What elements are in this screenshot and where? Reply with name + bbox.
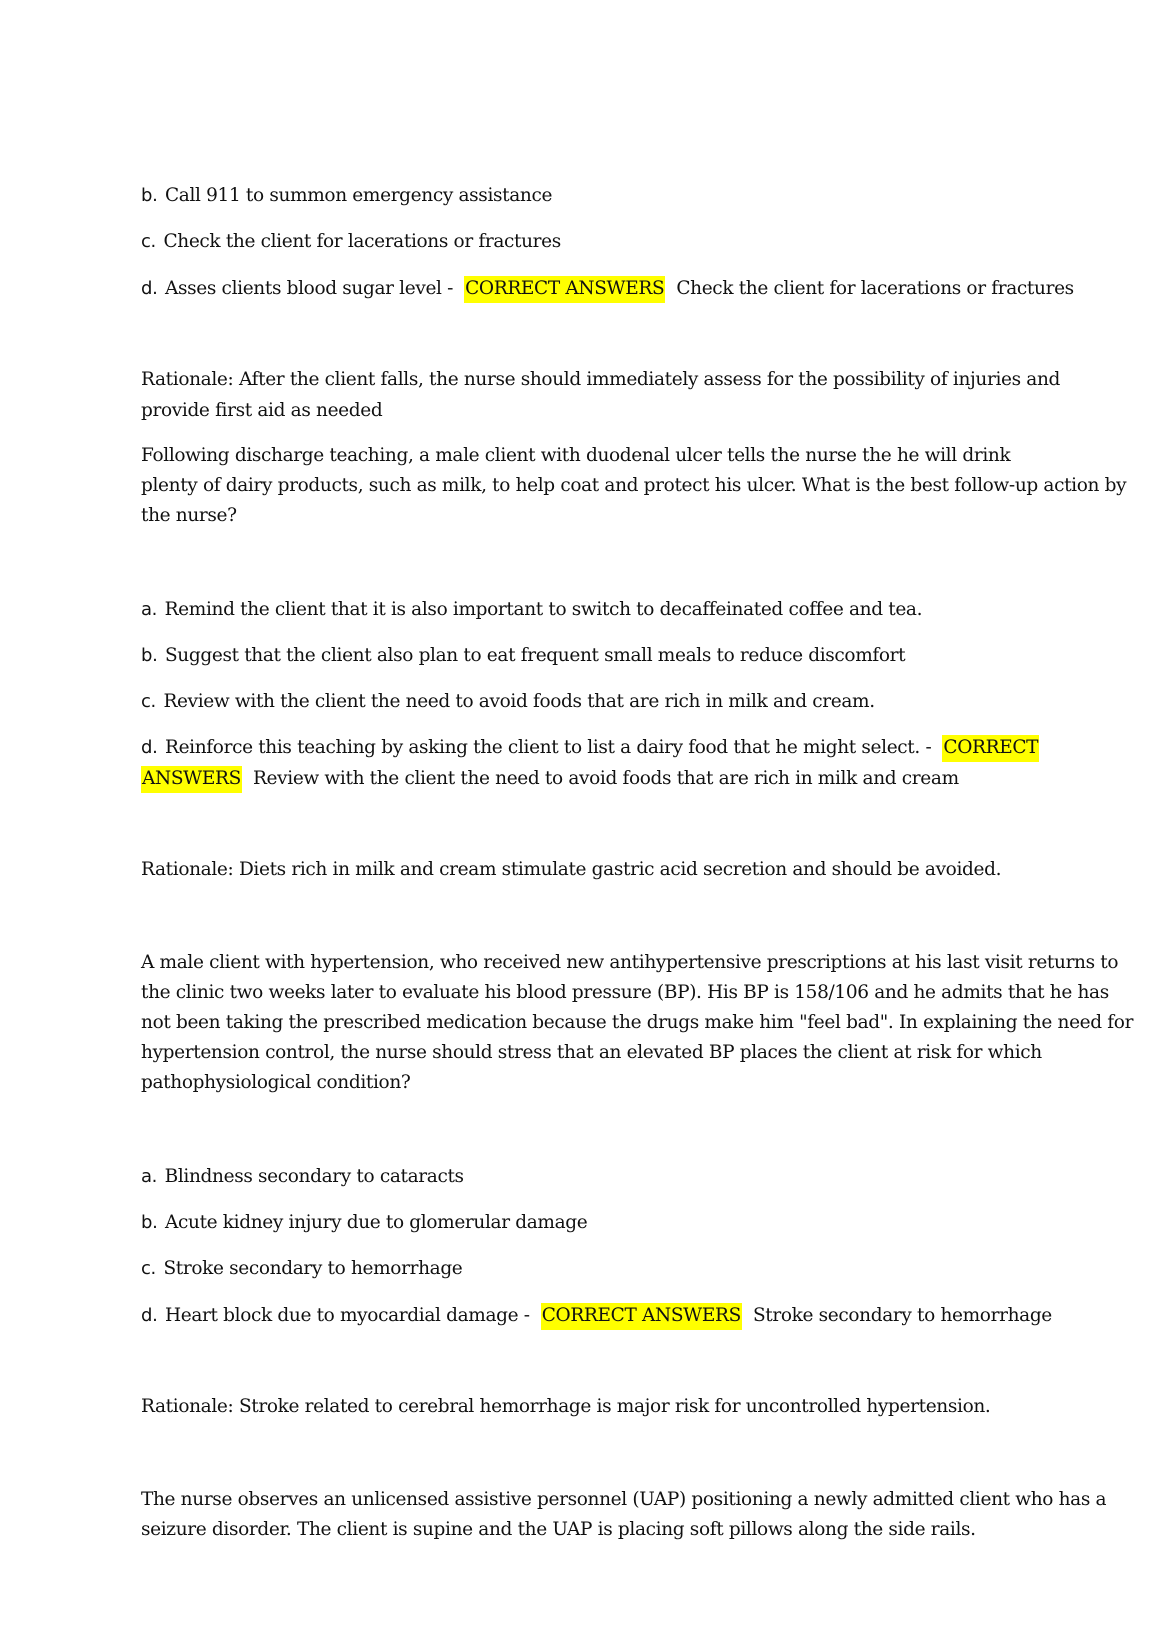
- correct-answer-text: Check the client for lacerations or fractures: [676, 278, 1074, 299]
- q1-rationale-line-2: provide first aid as needed: [141, 400, 383, 421]
- q3-option-b: b. Acute kidney injury due to glomerular damage: [141, 1212, 588, 1233]
- correct-answers-highlight: CORRECT: [942, 735, 1039, 762]
- q1-rationale-line-1: Rationale: After the client falls, the nurse should immediately assess for the possibility of injuries and: [141, 369, 1061, 390]
- q1-option-c: c. Check the client for lacerations or fractures: [141, 231, 561, 252]
- q3-rationale: Rationale: Stroke related to cerebral hemorrhage is major risk for uncontrolled hypertension.: [141, 1396, 991, 1417]
- q1-option-b: b. Call 911 to summon emergency assistance: [141, 185, 553, 206]
- q3-question-line-2: the clinic two weeks later to evaluate his blood pressure (BP). His BP is 158/106 and he admits that he has: [141, 982, 1109, 1003]
- q3-option-c: c. Stroke secondary to hemorrhage: [141, 1258, 463, 1279]
- q2-option-d: d. Reinforce this teaching by asking the client to list a dairy food that he might select. - CORRECT: [141, 732, 1041, 764]
- q3-question-line-1: A male client with hypertension, who received new antihypertensive prescriptions at his last visit returns to: [141, 952, 1119, 973]
- correct-answer-text: Review with the client the need to avoid foods that are rich in milk and cream: [252, 768, 959, 789]
- q3-question-line-3: not been taking the prescribed medication because the drugs make him "feel bad". In explaining the need for: [141, 1012, 1134, 1033]
- q4-question-line-2: seizure disorder. The client is supine and the UAP is placing soft pillows along the side rails.: [141, 1519, 976, 1540]
- q3-option-a: a. Blindness secondary to cataracts: [141, 1166, 464, 1187]
- q2-question-line-1: Following discharge teaching, a male client with duodenal ulcer tells the nurse the he will drink: [141, 445, 1011, 466]
- q2-option-a: a. Remind the client that it is also important to switch to decaffeinated coffee and tea.: [141, 599, 923, 620]
- q3-question-line-4: hypertension control, the nurse should stress that an elevated BP places the client at risk for which: [141, 1042, 1042, 1063]
- correct-answers-highlight: ANSWERS: [141, 766, 242, 793]
- correct-answer-text: Stroke secondary to hemorrhage: [752, 1305, 1052, 1326]
- q2-answer-line: [141, 763, 1041, 795]
- correct-answers-highlight: CORRECT ANSWERS: [464, 276, 665, 303]
- q2-question-line-2: plenty of dairy products, such as milk, to help coat and protect his ulcer. What is the best follow-up action by: [141, 475, 1127, 496]
- q1-option-d: d. Asses clients blood sugar level - CORRECT ANSWERS Check the client for lacerations or fractures: [141, 273, 1041, 305]
- q4-question-line-1: The nurse observes an unlicensed assistive personnel (UAP) positioning a newly admitted client who has a: [141, 1489, 1107, 1510]
- q2-question-line-3: the nurse?: [141, 505, 237, 526]
- q2-option-b: b. Suggest that the client also plan to eat frequent small meals to reduce discomfort: [141, 645, 906, 666]
- q3-question-line-5: pathophysiological condition?: [141, 1072, 411, 1093]
- q2-rationale: Rationale: Diets rich in milk and cream stimulate gastric acid secretion and should be avoided.: [141, 859, 1002, 880]
- q2-option-c: c. Review with the client the need to avoid foods that are rich in milk and cream.: [141, 691, 875, 712]
- q3-option-d: d. Heart block due to myocardial damage - CORRECT ANSWERS Stroke secondary to hemorrhage: [141, 1300, 1041, 1332]
- correct-answers-highlight: CORRECT ANSWERS: [541, 1303, 742, 1330]
